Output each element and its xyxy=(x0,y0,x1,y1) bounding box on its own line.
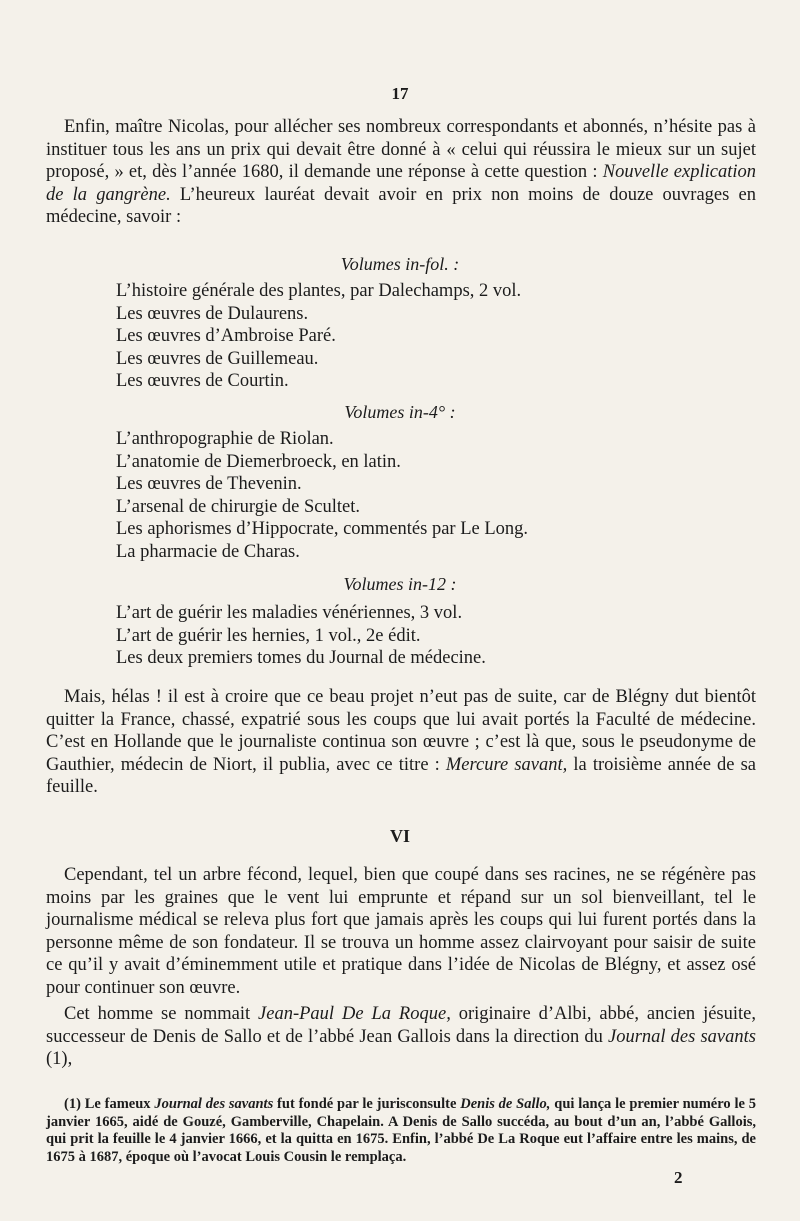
list-item: Les œuvres de Thevenin. xyxy=(116,474,302,494)
list-item: Les œuvres de Courtin. xyxy=(116,371,289,391)
volume-heading-quarto: Volumes in-4° : xyxy=(344,402,456,422)
journal-title: Journal des savants xyxy=(608,1026,756,1047)
paragraph-text: (1), xyxy=(46,1049,73,1069)
list-item: La pharmacie de Charas. xyxy=(116,541,300,562)
paragraph-text: la troisième année de sa feuille. xyxy=(46,754,756,797)
person-name: Denis de Sallo, xyxy=(460,1096,551,1112)
paragraph-revival: Cependant, tel un arbre fécond, lequel, bien que coupé dans ses racines, ne se régénère pas moins par les graines que le vent lui emprunte et répand sur un sol bienveillant, tel le journalisme médical se releva plus fort que jamais après les coups qui lui furent portés dans la personne même de son fondateur. Il se trouva un homme assez clairvoyant pour saisir de suite ce qu’il y avait d’éminemment utile et pratique dans l’idée de Nicolas de Blégny, et assez osé pour continuer son œuvre. xyxy=(46,865,756,998)
journal-title: Mercure savant, xyxy=(445,754,568,775)
volume-list-folio xyxy=(116,280,736,393)
paragraph-blegny-exile xyxy=(46,686,756,799)
paragraph-de-la-roque xyxy=(46,1003,756,1071)
list-item: L’anthropographie de Riolan. xyxy=(116,429,334,449)
section-number: VI xyxy=(389,826,410,846)
paragraph-text: Cet homme se nommait xyxy=(64,1004,259,1024)
paragraph-text: Mais, hélas ! il est à croire que ce beau projet n’eut pas de suite, car de Blégny dut bientôt quitter la France, chassé, expatrié sous les coups que lui avait portés la Faculté de médecine. C’est en Hollande que le journaliste continua son œuvre ; c’est là que, sous le pseudonyme de Gauthier, médecin de Niort, il publia, avec ce titre : xyxy=(46,687,756,775)
list-item: L’histoire générale des plantes, par Dalechamps, 2 vol. xyxy=(116,281,522,301)
paragraph-text: Enfin, maître Nicolas, pour allécher ses nombreux correspondants et abonnés, n’hésite pas à instituer tous les ans un prix qui devait être donné à « celui qui réussira le mieux sur un sujet proposé, » et, dès l’année 1680, il demande une réponse à cette question : xyxy=(46,117,756,182)
paragraph-prize xyxy=(46,116,756,229)
paragraph-text: originaire d’Albi, abbé, ancien jésuite, successeur de Denis de Sallo et de l’abbé Jean Gallois dans la direction du xyxy=(46,1004,756,1047)
list-item: Les aphorismes d’Hippocrate, commentés par Le Long. xyxy=(116,519,529,539)
list-item: L’anatomie de Diemerbroeck, en latin. xyxy=(116,451,401,472)
volume-list-quarto xyxy=(116,428,736,563)
list-item: Les œuvres d’Ambroise Paré. xyxy=(116,326,336,346)
signature-mark: 2 xyxy=(674,1168,683,1187)
page-number: 17 xyxy=(391,84,409,103)
list-item: L’arsenal de chirurgie de Scultet. xyxy=(116,496,361,517)
list-item: L’art de guérir les maladies vénériennes, 3 vol. xyxy=(116,603,463,623)
footnote-text: fut fondé par le jurisconsulte xyxy=(273,1096,461,1112)
volume-list-duodecimo xyxy=(116,602,736,670)
list-item: Les œuvres de Guillemeau. xyxy=(116,348,319,369)
footnote-text: qui lança le premier numéro le 5 janvier 1665, aidé de Gouzé, Gamberville, Chapelain. A Denis de Sallo succéda, au bout d’un an, l’abbé Gallois, qui prit la feuille le 4 janvier 1666, et la quitta en 1675. Enfin, l’abbé De La Roque eut l’affaire entre les mains, de 1675 à 1687, époque où l’avocat Louis Cousin le remplaça. xyxy=(46,1096,756,1165)
volume-heading-folio: Volumes in-fol. : xyxy=(340,254,460,274)
volume-heading-duodecimo: Volumes in-12 : xyxy=(343,574,457,594)
footnote xyxy=(46,1096,756,1166)
list-item: L’art de guérir les hernies, 1 vol., 2e édit. xyxy=(116,625,421,646)
footnote-text: (1) Le fameux xyxy=(64,1096,155,1112)
paragraph-text: L’heureux lauréat devait avoir en prix non moins de douze ouvrages en médecine, savoir : xyxy=(46,184,756,227)
person-name: Jean-Paul De La Roque, xyxy=(258,1004,451,1024)
question-title: Nouvelle explication de la gangrène. xyxy=(46,162,756,205)
list-item: Les deux premiers tomes du Journal de médecine. xyxy=(116,648,486,668)
journal-title: Journal des savants xyxy=(154,1096,274,1112)
list-item: Les œuvres de Dulaurens. xyxy=(116,303,309,324)
